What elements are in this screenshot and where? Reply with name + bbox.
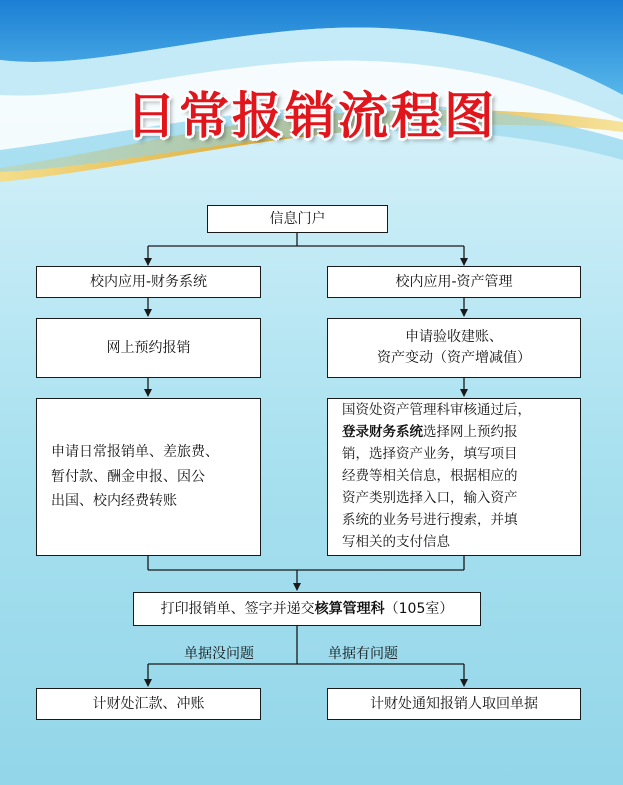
print-part1: 打印报销单、签字并递交 (160, 600, 315, 617)
node-asset-detail-text (342, 400, 531, 553)
node-daily-apply (36, 398, 261, 556)
node-finance-system-label: 校内应用-财务系统 (89, 273, 208, 290)
node-remit (36, 688, 261, 720)
node-asset-detail (327, 398, 581, 556)
node-finance-system (36, 266, 261, 298)
node-notify (327, 688, 581, 720)
node-acceptance (327, 318, 581, 378)
print-part2: （105室） (384, 600, 454, 617)
node-online-booking (36, 318, 261, 378)
node-portal-label: 信息门户 (269, 210, 326, 227)
node-print-label (161, 599, 454, 620)
node-daily-apply-label: 申请日常报销单、差旅费、 暂付款、酬金申报、因公 出国、校内经费转账 (51, 444, 219, 510)
page-title: 日常报销流程图 (126, 87, 497, 145)
edge-label-has-problem: 单据有问题 (328, 646, 398, 662)
node-asset-system-label: 校内应用-资产管理 (395, 273, 513, 290)
node-asset-system (327, 266, 581, 298)
asset-detail-bold: 登录财务系统 (342, 424, 423, 441)
asset-detail-part2: 选择网上预约报 销，选择资产业务，填写项目 经费等相关信息，根据相应的 资产类别选择入口，输入资产 系统的业务号进行搜索，并填 写相关的支付信息 (342, 424, 518, 550)
node-remit-label: 计财处汇款、冲账 (92, 695, 205, 712)
node-portal (207, 205, 388, 233)
node-print (133, 592, 481, 626)
asset-detail-part1: 国资处资产管理科审核通过后， (342, 402, 531, 419)
edge-label-no-problem: 单据没问题 (184, 646, 254, 662)
node-acceptance-label: 申请验收建账、 资产变动（资产增减值） (377, 329, 531, 366)
node-notify-label: 计财处通知报销人取回单据 (370, 695, 538, 712)
node-online-booking-label: 网上预约报销 (106, 339, 191, 356)
print-bold: 核算管理科 (314, 600, 385, 617)
